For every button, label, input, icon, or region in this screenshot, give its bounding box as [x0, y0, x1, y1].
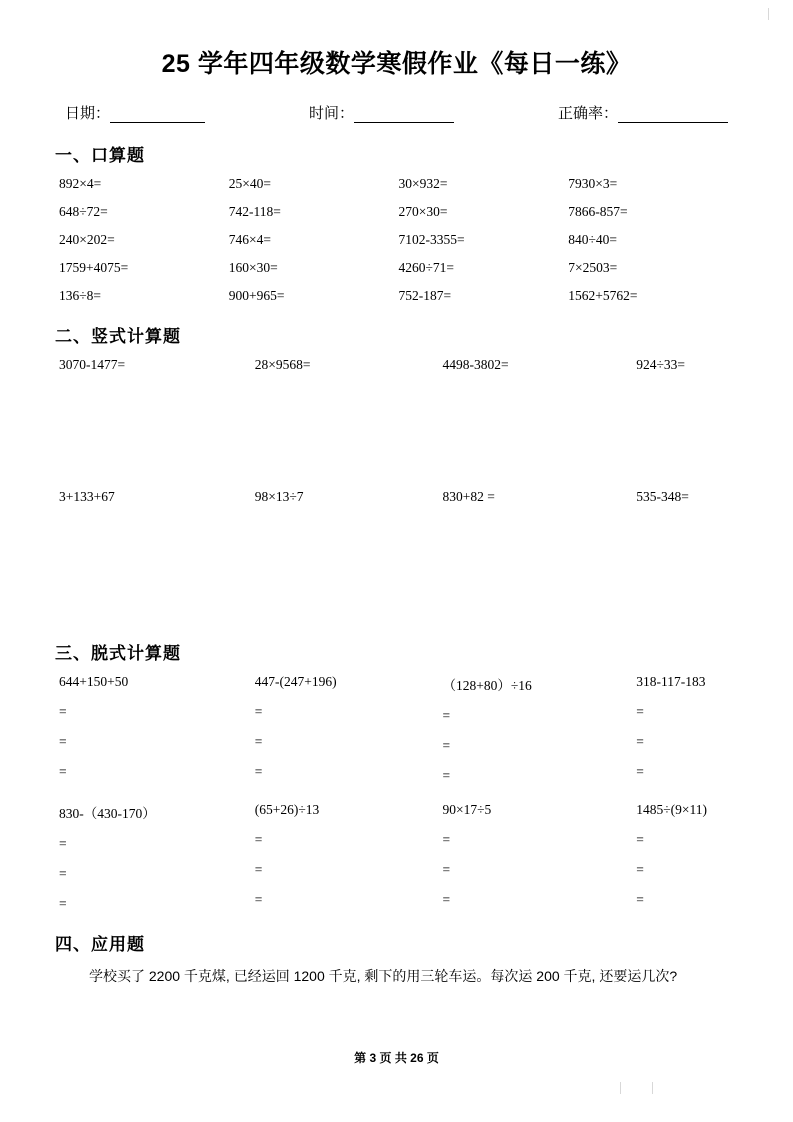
page-title: 25 学年四年级数学寒假作业《每日一练》 — [161, 50, 632, 78]
date-field — [65, 102, 205, 123]
tuoshi-column — [568, 802, 738, 912]
page-footer: 第 3 页 共 26 页 — [354, 1051, 439, 1065]
oral-problem: 648÷72= — [59, 204, 108, 219]
vertical-problem: 830+82 = — [442, 489, 495, 504]
tuoshi-equals-line: = — [59, 866, 67, 881]
oral-problem: 160×30= — [228, 260, 278, 275]
tuoshi-column — [568, 674, 738, 784]
oral-problem: 742-118= — [228, 204, 281, 219]
tuoshi-equals-line: = — [636, 862, 644, 877]
tuoshi-expression: 830-（430-170） — [59, 806, 156, 821]
vertical-problem: 3+133+67 — [59, 489, 115, 504]
vertical-problem: 98×13÷7 — [254, 489, 304, 504]
tuoshi-equals-line: = — [636, 734, 644, 749]
tuoshi-column — [59, 674, 229, 784]
tuoshi-equals-line: = — [442, 768, 451, 783]
section-heading-vertical: 二、竖式计算题 — [55, 327, 181, 346]
tuoshi-column — [399, 674, 569, 784]
tuoshi-equals-line: = — [59, 836, 67, 851]
time-blank[interactable] — [354, 109, 454, 123]
oral-problem: 136÷8= — [59, 288, 102, 303]
section-heading-tuoshi: 三、脱式计算题 — [55, 644, 181, 663]
oral-problem: 752-187= — [398, 288, 452, 303]
tuoshi-expression: 447-(247+196) — [254, 674, 337, 689]
tuoshi-expression: 1485÷(9×11) — [636, 802, 708, 817]
oral-problem: 1759+4075= — [59, 260, 129, 275]
tuoshi-equals-line: = — [59, 764, 67, 779]
tuoshi-column — [399, 802, 569, 912]
tuoshi-equals-line: = — [59, 896, 67, 911]
vertical-problem: 3070-1477= — [59, 357, 126, 372]
tuoshi-expression: 644+150+50 — [59, 674, 129, 689]
oral-problems-grid — [59, 176, 738, 304]
oral-problem: 900+965= — [228, 288, 285, 303]
oral-problem: 25×40= — [228, 176, 271, 191]
oral-problem: 892×4= — [59, 176, 102, 191]
oral-problem: 7×2503= — [568, 260, 618, 275]
accuracy-field — [558, 102, 728, 123]
tuoshi-equals-line: = — [254, 734, 263, 749]
oral-problem: 270×30= — [398, 204, 448, 219]
tuoshi-expression: (65+26)÷13 — [254, 802, 320, 817]
tuoshi-equals-line: = — [254, 892, 263, 907]
oral-problem: 1562+5762= — [568, 288, 638, 303]
tuoshi-equals-line: = — [442, 738, 451, 753]
corner-mark-top-right — [768, 8, 769, 20]
spacer — [55, 784, 738, 802]
oral-problem: 840÷40= — [568, 232, 618, 247]
vertical-problem: 535-348= — [636, 489, 689, 504]
tuoshi-equals-line: = — [442, 708, 451, 723]
tuoshi-expression: 318-117-183 — [636, 674, 706, 689]
tuoshi-equals-line: = — [254, 764, 263, 779]
tuoshi-expression: 90×17÷5 — [442, 802, 492, 817]
tuoshi-equals-line: = — [636, 704, 644, 719]
tuoshi-problems-row-2 — [59, 802, 738, 912]
tuoshi-equals-line: = — [636, 764, 644, 779]
vertical-problem: 28×9568= — [254, 357, 311, 372]
oral-problem: 240×202= — [59, 232, 115, 247]
section-heading-word: 四、应用题 — [55, 935, 145, 954]
tuoshi-equals-line: = — [442, 832, 451, 847]
oral-problem: 30×932= — [398, 176, 448, 191]
oral-problem: 746×4= — [228, 232, 271, 247]
time-field — [309, 102, 454, 123]
tuoshi-equals-line: = — [254, 704, 263, 719]
accuracy-label: 正确率： — [557, 105, 618, 122]
tuoshi-equals-line: = — [442, 892, 451, 907]
vertical-problem: 924÷33= — [636, 357, 686, 372]
date-label: 日期： — [65, 105, 111, 122]
oral-problem: 7866-857= — [568, 204, 628, 219]
section-heading-oral: 一、口算题 — [55, 146, 145, 165]
tuoshi-expression: （128+80）÷16 — [442, 678, 532, 693]
vertical-problem: 4498-3802= — [442, 357, 509, 372]
tuoshi-equals-line: = — [254, 862, 263, 877]
tuoshi-equals-line: = — [59, 734, 67, 749]
tuoshi-column — [59, 802, 229, 912]
oral-problem: 7102-3355= — [398, 232, 465, 247]
oral-problem: 7930×3= — [568, 176, 618, 191]
corner-mark-bottom-left — [620, 1082, 621, 1094]
tuoshi-equals-line: = — [636, 892, 644, 907]
word-problem-text: 学校买了 2200 千克煤, 已经运回 1200 千克, 剩下的用三轮车运。每次运 200 千克, 还要运几次? — [89, 968, 678, 984]
tuoshi-column — [229, 802, 399, 912]
tuoshi-equals-line: = — [442, 862, 451, 877]
oral-problem: 4260÷71= — [398, 260, 455, 275]
tuoshi-column — [229, 674, 399, 784]
tuoshi-equals-line: = — [59, 704, 67, 719]
accuracy-blank[interactable] — [618, 109, 728, 123]
vertical-problems-grid — [59, 357, 738, 621]
tuoshi-problems-row-1 — [59, 674, 738, 784]
meta-row — [65, 102, 728, 123]
tuoshi-equals-line: = — [254, 832, 263, 847]
date-blank[interactable] — [110, 109, 205, 123]
corner-mark-bottom-right — [652, 1082, 653, 1094]
time-label: 时间： — [308, 105, 354, 122]
tuoshi-equals-line: = — [636, 832, 644, 847]
